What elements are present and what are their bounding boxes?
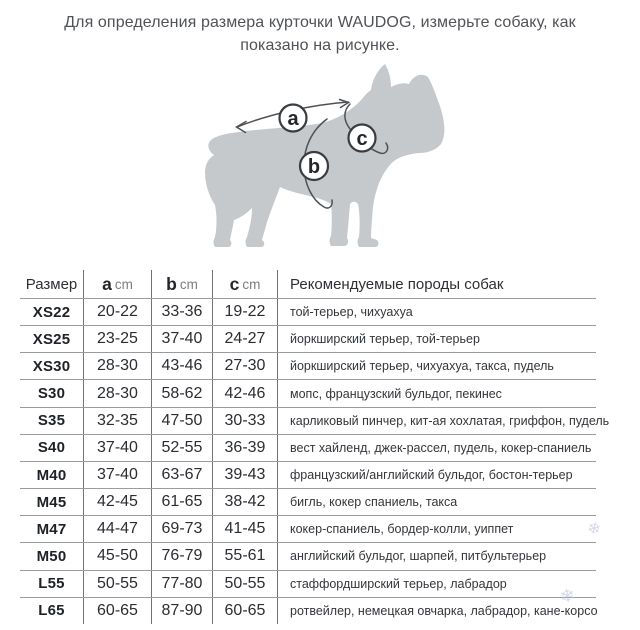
a-value-cell: 37-40 (84, 462, 152, 488)
b-value-cell: 47-50 (152, 408, 213, 434)
b-value-cell: 63-67 (152, 462, 213, 488)
table-row (20, 325, 596, 352)
label-b-badge (300, 152, 328, 180)
breeds-cell: французский/английский бульдог, бостон-терьер (290, 468, 573, 483)
size-cell: S35 (20, 408, 84, 434)
column-header-b-letter: b (166, 273, 177, 294)
b-value-cell: 33-36 (152, 299, 213, 325)
table-row (20, 461, 596, 488)
label-a-text: a (287, 108, 299, 130)
a-value-cell: 28-30 (84, 380, 152, 406)
breeds-cell: английский бульдог, шарпей, питбультерьер (290, 549, 547, 564)
size-cell: XS22 (20, 299, 84, 325)
breeds-cell: йоркширский терьер, той-терьер (290, 332, 480, 347)
a-value-cell: 37-40 (84, 435, 152, 461)
table-row (20, 488, 596, 515)
c-value-cell: 19-22 (213, 299, 278, 325)
b-value-cell: 76-79 (152, 543, 213, 569)
breeds-cell: йоркширский терьер, чихуахуа, такса, пудель (290, 359, 554, 374)
column-header-a (84, 270, 152, 298)
breeds-cell: бигль, кокер спаниель, такса (290, 495, 458, 510)
label-a-badge (280, 105, 307, 132)
table-row (20, 515, 596, 542)
breeds-cell: стаффордширский терьер, лабрадор (290, 576, 507, 591)
b-value-cell: 37-40 (152, 326, 213, 352)
a-value-cell: 45-50 (84, 543, 152, 569)
table-row (20, 352, 596, 379)
label-c-badge (349, 125, 376, 152)
column-header-b (152, 270, 213, 298)
c-value-cell: 55-61 (213, 543, 278, 569)
size-cell: XS25 (20, 326, 84, 352)
column-header-breeds: Рекомендуемые породы собак (290, 275, 504, 293)
table-row (20, 542, 596, 569)
a-value-cell: 20-22 (84, 299, 152, 325)
b-value-cell: 52-55 (152, 435, 213, 461)
size-cell: L65 (20, 598, 84, 624)
breeds-cell: вест хайленд, джек-рассел, пудель, кокер-спаниель (290, 440, 592, 455)
a-value-cell: 32-35 (84, 408, 152, 434)
a-value-cell: 42-45 (84, 489, 152, 515)
snowflake-icon: ❄ (585, 519, 603, 540)
c-value-cell: 60-65 (213, 598, 278, 624)
c-value-cell: 39-43 (213, 462, 278, 488)
column-header-a-unit: cm (114, 276, 133, 292)
column-header-size: Размер (20, 270, 84, 298)
table-row (20, 597, 596, 624)
a-value-cell: 60-65 (84, 598, 152, 624)
a-value-cell: 50-55 (84, 571, 152, 597)
breeds-cell: кокер-спаниель, бордер-колли, уиппет (290, 522, 514, 537)
page-title-line2: показано на рисунке. (240, 37, 400, 54)
a-value-cell: 28-30 (84, 353, 152, 379)
size-cell: L55 (20, 571, 84, 597)
c-value-cell: 27-30 (213, 353, 278, 379)
b-value-cell: 77-80 (152, 571, 213, 597)
breeds-cell: мопс, французский бульдог, пекинес (290, 386, 502, 401)
c-value-cell: 50-55 (213, 571, 278, 597)
size-table (20, 270, 610, 624)
size-cell: M40 (20, 462, 84, 488)
label-c-text: c (356, 128, 368, 150)
c-value-cell: 41-45 (213, 516, 278, 542)
column-header-c-unit: cm (242, 276, 261, 292)
c-value-cell: 24-27 (213, 326, 278, 352)
table-row (20, 570, 596, 597)
size-cell: XS30 (20, 353, 84, 379)
column-header-c (213, 270, 278, 298)
a-value-cell: 23-25 (84, 326, 152, 352)
column-header-c-letter: c (229, 273, 240, 294)
column-header-b-unit: cm (179, 276, 198, 292)
page-title-line1: Для определения размера курточки WAUDOG, измерьте собаку, как (64, 14, 576, 31)
table-header-row (20, 270, 596, 298)
breeds-cell: ротвейлер, немецкая овчарка, лабрадор, кане-корсо (290, 603, 598, 618)
b-value-cell: 87-90 (152, 598, 213, 624)
size-cell: S30 (20, 380, 84, 406)
size-cell: M47 (20, 516, 84, 542)
a-value-cell: 44-47 (84, 516, 152, 542)
c-value-cell: 38-42 (213, 489, 278, 515)
b-value-cell: 58-62 (152, 380, 213, 406)
column-header-a-letter: a (102, 273, 112, 294)
size-cell: M45 (20, 489, 84, 515)
size-table-body (20, 298, 610, 624)
c-value-cell: 36-39 (213, 435, 278, 461)
breeds-cell: той-терьер, чихуахуа (290, 305, 413, 320)
label-b-text: b (307, 156, 321, 178)
c-value-cell: 30-33 (213, 408, 278, 434)
b-value-cell: 43-46 (152, 353, 213, 379)
c-value-cell: 42-46 (213, 380, 278, 406)
table-row (20, 298, 596, 325)
snowflake-icon: ❄ (558, 585, 577, 607)
size-cell: S40 (20, 435, 84, 461)
b-value-cell: 69-73 (152, 516, 213, 542)
table-row (20, 407, 610, 434)
b-value-cell: 61-65 (152, 489, 213, 515)
breeds-cell: карликовый пинчер, кит-ая хохлатая, гриффон, пудель (290, 413, 610, 428)
table-row (20, 434, 596, 461)
size-cell: M50 (20, 543, 84, 569)
dog-measurement-diagram (0, 50, 640, 270)
table-row (20, 379, 596, 406)
